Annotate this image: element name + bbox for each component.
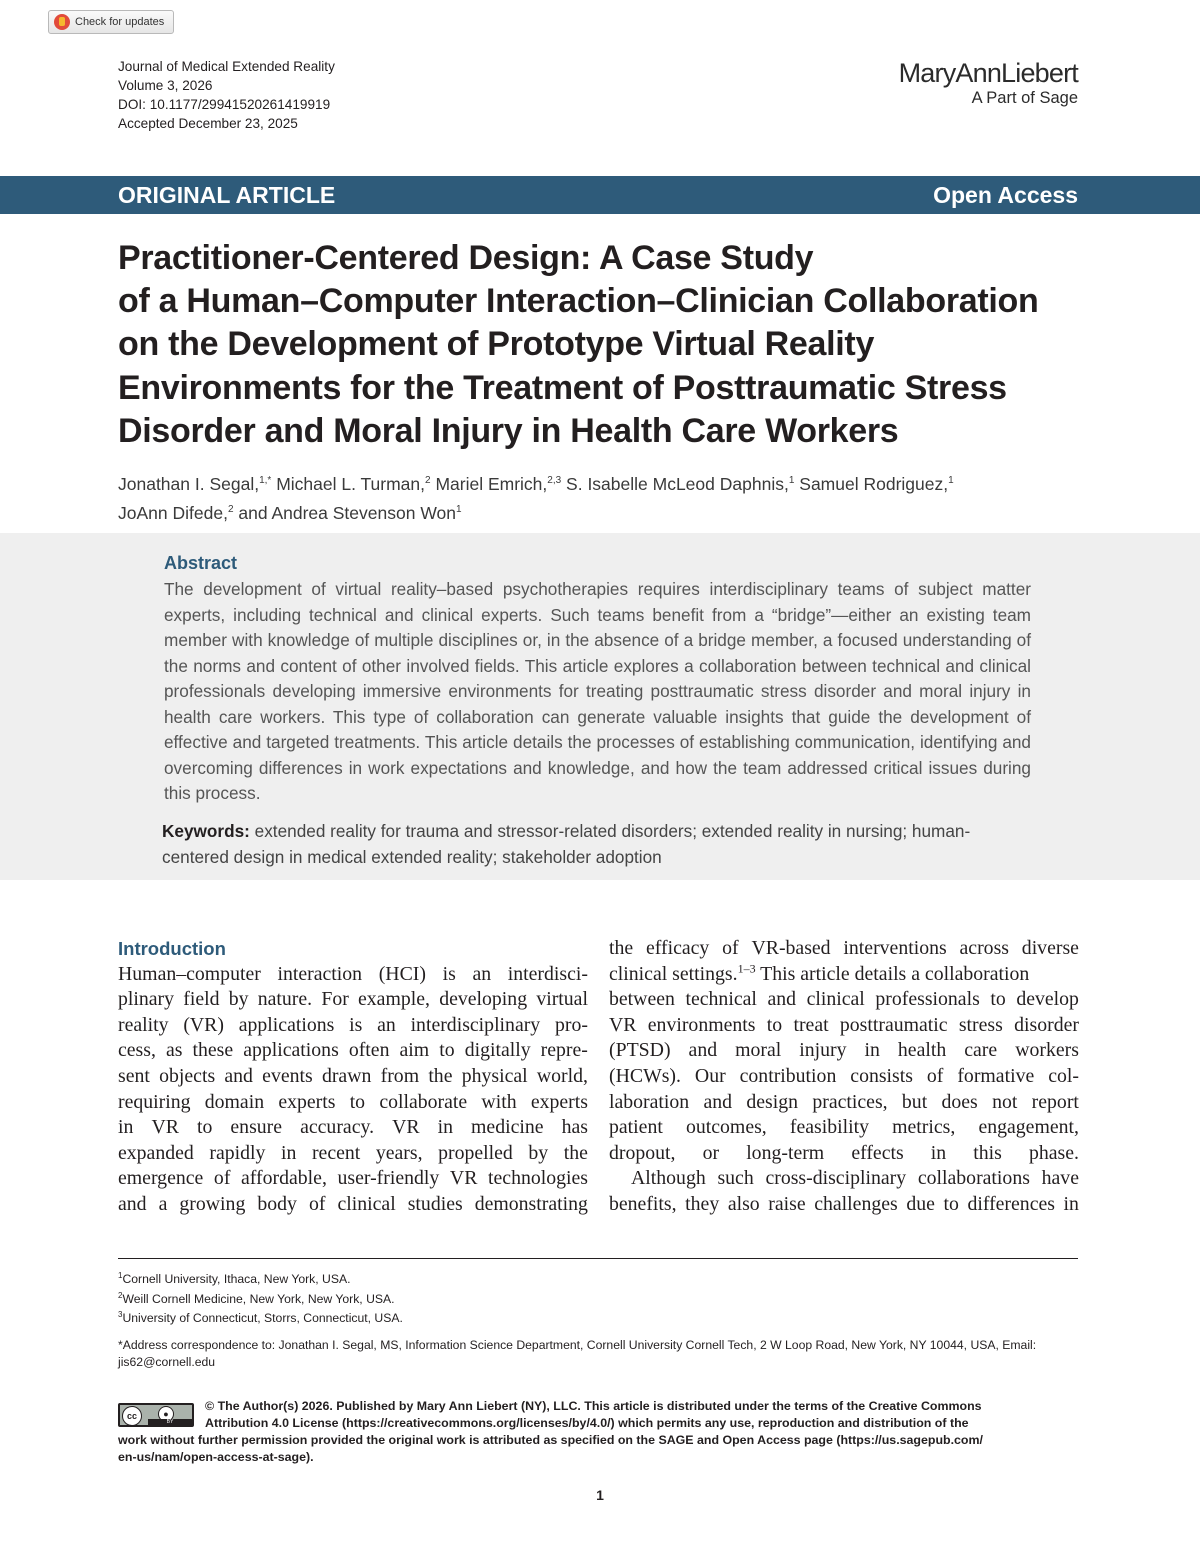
title-line: on the Development of Prototype Virtual Reality xyxy=(118,325,875,364)
text-line-content: Human–computer interaction (HCI) is an interdisci- xyxy=(118,962,588,985)
author-affiliation: 1,* xyxy=(259,475,272,486)
check-for-updates-button[interactable] xyxy=(48,10,174,34)
affiliations xyxy=(118,1268,403,1327)
author-affiliation: 2,3 xyxy=(547,475,562,486)
text-line xyxy=(118,987,588,1013)
text-line-content: reality (VR) applications is an interdisciplinary pro- xyxy=(118,1013,588,1036)
title-line: Practitioner-Centered Design: A Case Study xyxy=(118,239,814,277)
text-line xyxy=(118,1090,588,1116)
author-affiliation: 1 xyxy=(788,475,795,486)
by-label: BY xyxy=(148,1419,192,1425)
author-affiliation: 2 xyxy=(425,475,431,486)
article-type-banner xyxy=(0,176,1200,214)
keywords-label: Keywords: xyxy=(162,821,250,841)
author-affiliation: 2 xyxy=(227,503,234,515)
text-line xyxy=(609,1013,1079,1039)
journal-volume: Volume 3, 2026 xyxy=(118,78,213,93)
title-line: of a Human–Computer Interaction–Clinician Collaboration xyxy=(118,282,1039,321)
text-line xyxy=(609,1166,1079,1192)
license-line: en-us/nam/open-access-at-sage). xyxy=(118,1450,314,1464)
attribution-person-icon: ● xyxy=(158,1406,174,1422)
text-line-content: dropout, or long-term effects in this phase. xyxy=(609,1141,1079,1164)
author-affiliation: 1 xyxy=(948,475,954,486)
keywords-text: extended reality for trauma and stressor-related disorders; extended reality in nursing; human-centered design in medical extended reality; stakeholder adoption xyxy=(162,821,971,867)
publisher-name: MaryAnnLiebert xyxy=(898,58,1078,88)
check-for-updates-label: Check for updates xyxy=(75,16,165,28)
author-line xyxy=(118,468,1078,497)
article-title xyxy=(118,237,1078,453)
text-line-content: between technical and clinical professionals to develop xyxy=(609,988,1079,1011)
text-line xyxy=(609,1141,1079,1167)
text-line-content: in VR to ensure accuracy. VR in medicine has xyxy=(118,1116,588,1139)
abstract-text: The development of virtual reality–based psychotherapies requires interdisciplinary teams of subject matter experts, including technical and clinical experts. Such teams benefit from a “bridge”—either an existing team member with knowledge of multiple disciplines or, in the absence of a bridge member, a focused understanding of the norms and content of other involved fields. This article explores a collaboration between technical and clinical professionals developing immersive environments for treating posttraumatic stress disorder and moral injury in health care workers. This type of collaboration can generate valuable insights that guide the development of effective and targeted treatments. This article details the processes of establishing communication, identifying and overcoming differences in work expectations and knowledge, and how the team addressed critical issues during this process. xyxy=(164,579,1031,803)
citation-reference: 1–3 xyxy=(737,961,756,975)
text-fragment: clinical settings. xyxy=(609,962,738,985)
text-line xyxy=(609,1115,1079,1141)
text-line xyxy=(118,1192,588,1218)
author-affiliation: 1 xyxy=(456,503,462,515)
text-line-content: VR environments to treat posttraumatic stress disorder xyxy=(609,1013,1079,1036)
text-line xyxy=(609,936,1079,962)
body-column-left xyxy=(118,936,588,1218)
text-line xyxy=(118,1166,588,1192)
text-line xyxy=(118,1141,588,1167)
text-line-content: patient outcomes, feasibility metrics, engagement, xyxy=(609,1116,1079,1139)
text-line xyxy=(609,987,1079,1013)
text-line-content: expanded rapidly in recent years, propelled by the xyxy=(118,1141,588,1164)
introduction-paragraph xyxy=(609,987,1079,1166)
accepted-date: Accepted December 23, 2025 xyxy=(118,116,298,131)
text-line-content: cess, as these applications often aim to digitally repre- xyxy=(118,1039,588,1062)
license-line: © The Author(s) 2026. Published by Mary Ann Liebert (NY), LLC. This article is distributed under the terms of the Creative Commons xyxy=(205,1399,982,1413)
title-line: Environments for the Treatment of Posttraumatic Stress xyxy=(118,368,1007,407)
footnote-rule xyxy=(118,1258,1078,1259)
text-line xyxy=(118,1064,588,1090)
text-line xyxy=(609,1192,1079,1218)
affiliation-text: University of Connecticut, Storrs, Connecticut, USA. xyxy=(122,1311,403,1326)
keywords xyxy=(162,818,1035,870)
text-line-content: benefits, they also raise challenges due to differences in xyxy=(609,1192,1079,1215)
title-line: Disorder and Moral Injury in Health Care Workers xyxy=(118,411,899,450)
license-line: Attribution 4.0 License (https://creativecommons.org/licenses/by/4.0/) which permits any use, reproduction and distribution of the xyxy=(205,1416,969,1430)
text-line-content: and a growing body of clinical studies demonstrating xyxy=(118,1192,588,1215)
text-line xyxy=(609,1038,1079,1064)
text-line-content: sent objects and events drawn from the physical world, xyxy=(118,1064,588,1087)
introduction-paragraph xyxy=(118,962,588,1218)
author-name: JoAnn Difede, xyxy=(118,502,228,523)
license-statement xyxy=(118,1398,1078,1466)
journal-doi: DOI: 10.1177/29941520261419919 xyxy=(118,97,331,112)
text-line xyxy=(118,1115,588,1141)
journal-info xyxy=(118,57,335,133)
text-line-content: laboration and design practices, but does not report xyxy=(609,1090,1079,1113)
text-line-content: the efficacy of VR-based interventions across diverse xyxy=(609,937,1079,959)
text-line-content: plinary field by nature. For example, developing virtual xyxy=(118,988,588,1011)
author-name: and Andrea Stevenson Won xyxy=(238,502,456,523)
text-line-content: (PTSD) and moral injury in health care workers xyxy=(609,1039,1079,1062)
correspondence-note: *Address correspondence to: Jonathan I. Segal, MS, Information Science Department, Cornell University Cornell Tech, 2 W Loop Road, New York, NY 10044, USA, Email: jis62@cornell.edu xyxy=(118,1338,1037,1369)
text-line-content: requiring domain experts to collaborate with experts xyxy=(118,1090,588,1113)
affiliation-number: 3 xyxy=(118,1310,123,1320)
text-line-content: emergence of affordable, user-friendly VR technologies xyxy=(118,1167,588,1190)
license-line: work without further permission provided the original work is attributed as specified on the SAGE and Open Access page (https://us.sagepub.com/ xyxy=(118,1433,983,1447)
text-line xyxy=(609,962,1079,988)
open-access-label: Open Access xyxy=(933,182,1078,208)
text-line-content: Although such cross-disciplinary collaborations have xyxy=(631,1167,1079,1190)
affiliation-item xyxy=(118,1288,403,1308)
affiliation-text: Weill Cornell Medicine, New York, New York, USA. xyxy=(122,1291,395,1306)
text-line-content xyxy=(609,962,1029,988)
introduction-heading: Introduction xyxy=(118,938,226,959)
author-name: Mariel Emrich, xyxy=(435,473,548,494)
author-name: S. Isabelle McLeod Daphnis, xyxy=(566,473,789,494)
author-list xyxy=(118,468,1078,526)
cc-icon: cc xyxy=(122,1406,142,1426)
publisher-tagline: A Part of Sage xyxy=(971,89,1078,107)
page-number: 1 xyxy=(596,1487,604,1503)
text-line xyxy=(609,1090,1079,1116)
text-line xyxy=(609,1064,1079,1090)
abstract-heading: Abstract xyxy=(164,553,238,573)
text-line xyxy=(118,1013,588,1039)
publisher-logo xyxy=(899,58,1078,108)
text-line-content: (HCWs). Our contribution consists of formative col- xyxy=(609,1064,1079,1087)
affiliation-item xyxy=(118,1268,403,1288)
author-name: Michael L. Turman, xyxy=(276,473,425,494)
introduction-paragraph xyxy=(609,1166,1079,1217)
affiliation-number: 2 xyxy=(118,1290,123,1300)
text-line xyxy=(118,1038,588,1064)
author-name: Jonathan I. Segal, xyxy=(118,473,260,494)
text-fragment: This article details a collaboration xyxy=(755,962,1030,985)
author-line xyxy=(118,497,1078,526)
article-type-label: ORIGINAL ARTICLE xyxy=(118,182,336,208)
affiliation-number: 1 xyxy=(118,1271,123,1280)
body-column-right xyxy=(609,936,1079,1218)
crossmark-icon xyxy=(54,14,70,30)
journal-name: Journal of Medical Extended Reality xyxy=(118,59,335,74)
affiliation-item xyxy=(118,1307,403,1327)
affiliation-text: Cornell University, Ithaca, New York, USA. xyxy=(122,1272,351,1287)
text-line xyxy=(118,962,588,988)
author-name: Samuel Rodriguez, xyxy=(799,473,949,494)
